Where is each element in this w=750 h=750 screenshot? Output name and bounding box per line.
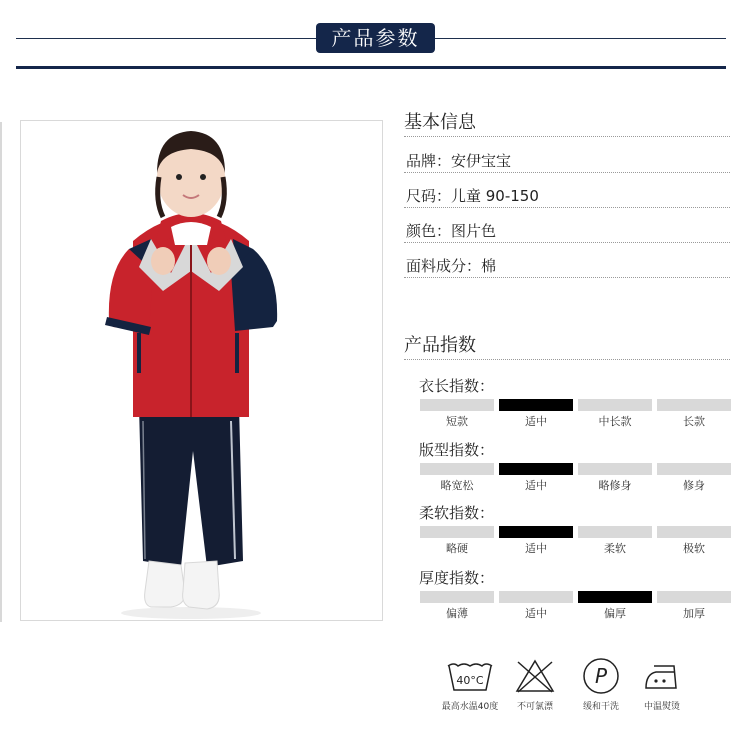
section-header-title: 产品参数 (316, 23, 435, 53)
index-option-label: 适中 (525, 542, 547, 555)
index-thickness-label: 厚度指数： (419, 569, 495, 587)
index-option-label: 略硬 (446, 542, 468, 555)
index-bar (578, 591, 652, 603)
info-fabric: 面料成分：棉 (406, 257, 497, 275)
index-option-label: 极软 (683, 542, 705, 555)
index-bar (657, 463, 731, 475)
care-label-bleach: 不可氯漂 (516, 702, 553, 712)
info-size: 尺码：儿童 90-150 (406, 187, 539, 205)
index-fit-label: 版型指数： (419, 441, 495, 459)
info-divider (404, 172, 730, 173)
index-bar (420, 463, 494, 475)
index-bar (578, 526, 652, 538)
index-section-divider (404, 359, 730, 360)
index-option-label: 偏薄 (446, 607, 468, 620)
index-option-label: 适中 (525, 479, 547, 492)
index-option-label: 短款 (446, 415, 468, 428)
dry-clean-letter: P (594, 664, 608, 688)
index-length-label: 衣长指数： (419, 377, 495, 395)
index-bar (499, 526, 573, 538)
info-divider (404, 207, 730, 208)
dry-clean-p-icon (582, 657, 620, 695)
basic-info-title: 基本信息 (404, 112, 476, 133)
index-bar (420, 526, 494, 538)
wash-temp-text: 40°C (456, 674, 484, 687)
no-bleach-icon (514, 658, 556, 694)
index-bar (499, 399, 573, 411)
index-option-label: 偏厚 (604, 607, 626, 620)
info-color: 颜色：图片色 (406, 222, 497, 240)
index-bar (499, 463, 573, 475)
index-option-label: 适中 (525, 607, 547, 620)
index-bar (420, 399, 494, 411)
index-option-label: 修身 (683, 479, 705, 492)
index-bar (578, 399, 652, 411)
left-edge-divider (0, 122, 2, 622)
index-section-title: 产品指数 (404, 335, 476, 356)
info-divider (404, 242, 730, 243)
care-label-dryclean: 缓和干洗 (582, 702, 619, 712)
wash-40-icon (446, 660, 494, 694)
index-bar (657, 399, 731, 411)
index-bar (657, 591, 731, 603)
info-brand: 品牌：安伊宝宝 (406, 152, 512, 170)
header-rule-bottom (16, 66, 726, 69)
index-option-label: 略修身 (598, 479, 632, 492)
index-option-label: 长款 (683, 415, 705, 428)
index-bar (499, 591, 573, 603)
index-option-label: 加厚 (683, 607, 705, 620)
index-option-label: 中长款 (598, 415, 632, 428)
product-photo (20, 120, 383, 621)
basic-info-divider (404, 136, 730, 137)
care-label-iron: 中温熨烫 (643, 702, 680, 712)
care-label-wash: 最高水温40度 (441, 702, 499, 712)
index-option-label: 适中 (525, 415, 547, 428)
iron-medium-icon (644, 662, 680, 692)
index-softness-label: 柔软指数： (419, 504, 495, 522)
index-option-label: 柔软 (604, 542, 626, 555)
info-divider (404, 277, 730, 278)
index-bar (578, 463, 652, 475)
index-option-label: 略宽松 (440, 479, 474, 492)
index-bar (420, 591, 494, 603)
index-bar (657, 526, 731, 538)
